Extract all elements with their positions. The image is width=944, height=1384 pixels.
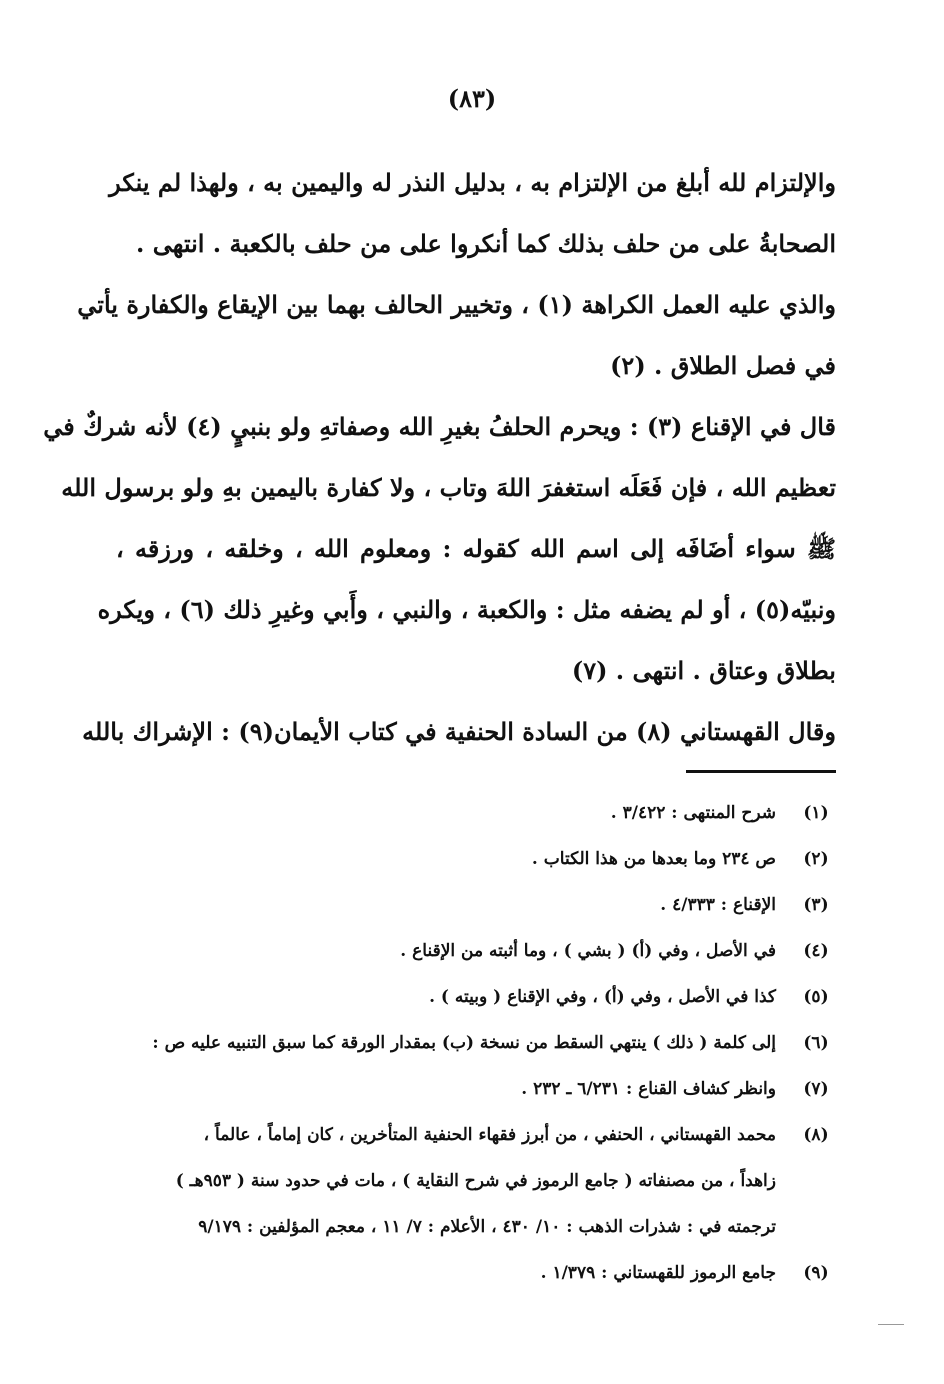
- footnote-number: (٨): [803, 1125, 829, 1145]
- footnote: [116, 790, 836, 836]
- text-line: ونبيّه(٥) ، أو لم يضفه مثل : والكعبة ، والنبي ، وأَبي وغيرِ ذلك (٦) ، ويكره: [97, 595, 836, 624]
- footnote: [116, 882, 836, 928]
- text-line: ﷺ سواء أضَافَه إلى اسم الله كقوله : ومعلوم الله ، وخلقه ، ورزقه ،: [116, 534, 836, 563]
- footnote-separator: [686, 770, 836, 773]
- footer-mark: [878, 1324, 904, 1325]
- footnote-text: ص ٢٣٤ وما بعدها من هذا الكتاب .: [531, 849, 776, 869]
- text-line: قال في الإقناع (٣) : ويحرم الحلفُ بغيرِ الله وصفاتهِ ولو بنبيٍ (٤) لأنه شركٌ في: [43, 412, 836, 441]
- text-line: والإلتزام لله أبلغ من الإلتزام به ، بدليل النذر له واليمين به ، ولهذا لم ينكر: [109, 168, 836, 197]
- footnotes: [116, 790, 836, 1296]
- text-line: الصحابةُ على من حلف بذلك كما أنكروا على من حلف بالكعبة . انتهى .: [136, 229, 836, 258]
- footnote-text: ترجمته في : شذرات الذهب : ١٠/ ٤٣٠ ، الأعلام : ٧/ ١١ ، معجم المؤلفين : ٩/١٧٩: [198, 1217, 776, 1237]
- text-line: في فصل الطلاق . (٢): [610, 351, 836, 380]
- footnote-text: كذا في الأصل ، وفي (أ) ، وفي الإقناع ( وبيته ) .: [429, 987, 776, 1007]
- footnote-number: (٢): [803, 849, 829, 869]
- footnote-text: محمد القهستاني ، الحنفي ، من أبرز فقهاء الحنفية المتأخرين ، كان إماماً ، عالماً ،: [203, 1125, 776, 1145]
- text-line: وقال القهستاني (٨) من السادة الحنفية في كتاب الأيمان(٩) : الإشراك بالله: [82, 717, 836, 746]
- footnote-number: (٥): [803, 987, 829, 1007]
- footnote: [116, 1066, 836, 1112]
- footnote: [116, 1020, 836, 1066]
- footnote-number: (١): [803, 803, 829, 823]
- footnote-number: (٩): [803, 1263, 829, 1283]
- text-line: بطلاق وعتاق . انتهى . (٧): [571, 656, 836, 685]
- footnote-text: زاهداً ، من مصنفاته ( جامع الرموز في شرح النقاية ) ، مات في حدود سنة ( ٩٥٣هـ ): [175, 1171, 776, 1191]
- footnote-number: (٣): [803, 895, 829, 915]
- footnote-text: الإقناع : ٤/٣٣٣ .: [660, 895, 776, 915]
- footnote-text: في الأصل ، وفي (أ) ( بشي ) ، وما أثبته من الإقناع .: [400, 941, 776, 961]
- footnote-number: (٦): [803, 1033, 829, 1053]
- footnote: [116, 928, 836, 974]
- footnote-text: إلى كلمة ( ذلك ) ينتهي السقط من نسخة (ب) بمقدار الورقة كما سبق التنبيه عليه ص :: [152, 1033, 776, 1053]
- footnote-text: وانظر كشاف القناع : ٦/٢٣١ ـ ٢٣٢ .: [521, 1079, 776, 1099]
- footnote: [116, 836, 836, 882]
- page-number: (٨٣): [447, 84, 497, 113]
- footnote-number: (٧): [803, 1079, 829, 1099]
- main-text: [43, 152, 836, 762]
- text-line: تعظيم الله ، فإن فَعَلَه استغفرَ اللهَ وتاب ، ولا كفارة باليمين بهِ ولو برسول الله: [61, 473, 836, 502]
- footnote-number: (٤): [803, 941, 829, 961]
- footnote: [116, 1250, 836, 1296]
- footnote: [116, 974, 836, 1020]
- text-line: والذي عليه العمل الكراهة (١) ، وتخيير الحالف بهما بين الإيقاع والكفارة يأتي: [77, 290, 836, 319]
- footnote-text: شرح المنتهى : ٣/٤٢٢ .: [610, 803, 776, 823]
- footnote: [116, 1112, 836, 1250]
- footnote-text: جامع الرموز للقهستاني : ١/٣٧٩ .: [540, 1263, 776, 1283]
